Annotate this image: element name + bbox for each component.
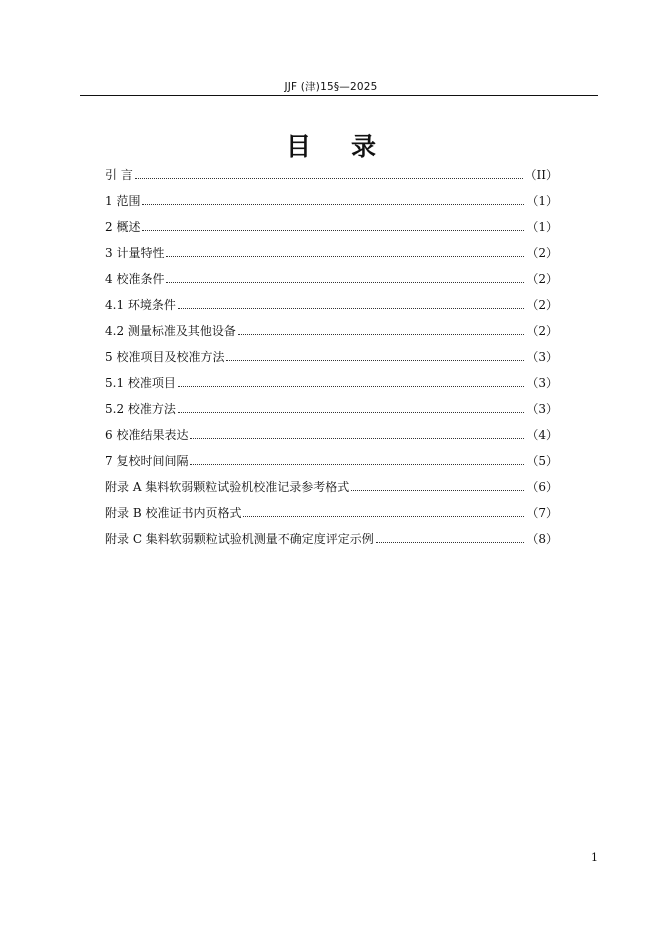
toc-entry-page: （4） xyxy=(526,428,558,442)
document-code-header: JJF (津)15§—2025 xyxy=(284,81,378,93)
toc-leader-dots xyxy=(190,463,524,465)
toc-leader-dots xyxy=(243,515,524,517)
toc-title-right: 录 xyxy=(351,132,377,161)
toc-entry-1[interactable] xyxy=(105,192,558,218)
toc-entry-label: 5.1 校准项目 xyxy=(105,376,176,390)
toc-entry-label: 7 复校时间间隔 xyxy=(105,454,189,468)
toc-entry-4[interactable] xyxy=(105,270,558,296)
toc-entry-page: （6） xyxy=(526,480,558,494)
toc-entry-label: 附录 B 校准证书内页格式 xyxy=(105,506,242,520)
toc-entry-label: 5.2 校准方法 xyxy=(105,402,176,416)
toc-leader-dots xyxy=(351,489,524,491)
toc-entry-page: （1） xyxy=(526,220,558,234)
toc-title-left: 目 xyxy=(285,132,311,161)
toc-entry-label: 4 校准条件 xyxy=(105,272,165,286)
toc-leader-dots xyxy=(166,281,524,283)
toc-list xyxy=(105,166,558,556)
toc-leader-dots xyxy=(238,333,524,335)
toc-entry-appendix-b[interactable] xyxy=(105,504,558,530)
toc-entry-label: 附录 C 集料软弱颗粒试验机测量不确定度评定示例 xyxy=(105,532,374,546)
toc-entry-label: 附录 A 集料软弱颗粒试验机校准记录参考格式 xyxy=(105,480,350,494)
toc-entry-page: （3） xyxy=(526,376,558,390)
toc-leader-dots xyxy=(226,359,524,361)
toc-entry-4-2[interactable] xyxy=(105,322,558,348)
toc-leader-dots xyxy=(142,229,524,231)
toc-entry-label: 4.1 环境条件 xyxy=(105,298,176,312)
toc-entry-7[interactable] xyxy=(105,452,558,478)
toc-entry-label: 5 校准项目及校准方法 xyxy=(105,350,225,364)
toc-entry-2[interactable] xyxy=(105,218,558,244)
toc-entry-4-1[interactable] xyxy=(105,296,558,322)
toc-entry-6[interactable] xyxy=(105,426,558,452)
toc-entry-5-1[interactable] xyxy=(105,374,558,400)
toc-entry-label: 3 计量特性 xyxy=(105,246,165,260)
toc-entry-page: （1） xyxy=(526,194,558,208)
page-number: 1 xyxy=(591,851,598,864)
toc-entry-appendix-c[interactable] xyxy=(105,530,558,556)
toc-entry-3[interactable] xyxy=(105,244,558,270)
toc-entry-label: 4.2 测量标准及其他设备 xyxy=(105,324,236,338)
toc-leader-dots xyxy=(178,385,524,387)
header-divider xyxy=(80,95,598,96)
toc-entry-page: （3） xyxy=(526,402,558,416)
toc-entry-page: （2） xyxy=(526,324,558,338)
toc-leader-dots xyxy=(376,541,525,543)
toc-entry-foreword[interactable] xyxy=(105,166,558,192)
toc-entry-appendix-a[interactable] xyxy=(105,478,558,504)
toc-entry-label: 引 言 xyxy=(105,168,133,182)
toc-entry-page: （3） xyxy=(526,350,558,364)
toc-entry-page: （7） xyxy=(526,506,558,520)
toc-entry-page: （2） xyxy=(526,246,558,260)
toc-entry-5[interactable] xyxy=(105,348,558,374)
toc-title xyxy=(0,127,662,163)
toc-leader-dots xyxy=(178,411,524,413)
toc-leader-dots xyxy=(166,255,524,257)
toc-entry-label: 6 校准结果表达 xyxy=(105,428,189,442)
toc-entry-page: （2） xyxy=(526,298,558,312)
toc-entry-page: （8） xyxy=(526,532,558,546)
toc-leader-dots xyxy=(190,437,524,439)
toc-leader-dots xyxy=(178,307,524,309)
toc-entry-page: （II） xyxy=(524,168,558,182)
toc-leader-dots xyxy=(135,177,523,179)
toc-leader-dots xyxy=(142,203,524,205)
toc-entry-page: （5） xyxy=(526,454,558,468)
toc-entry-5-2[interactable] xyxy=(105,400,558,426)
toc-entry-label: 1 范围 xyxy=(105,194,141,208)
toc-entry-label: 2 概述 xyxy=(105,220,141,234)
toc-entry-page: （2） xyxy=(526,272,558,286)
